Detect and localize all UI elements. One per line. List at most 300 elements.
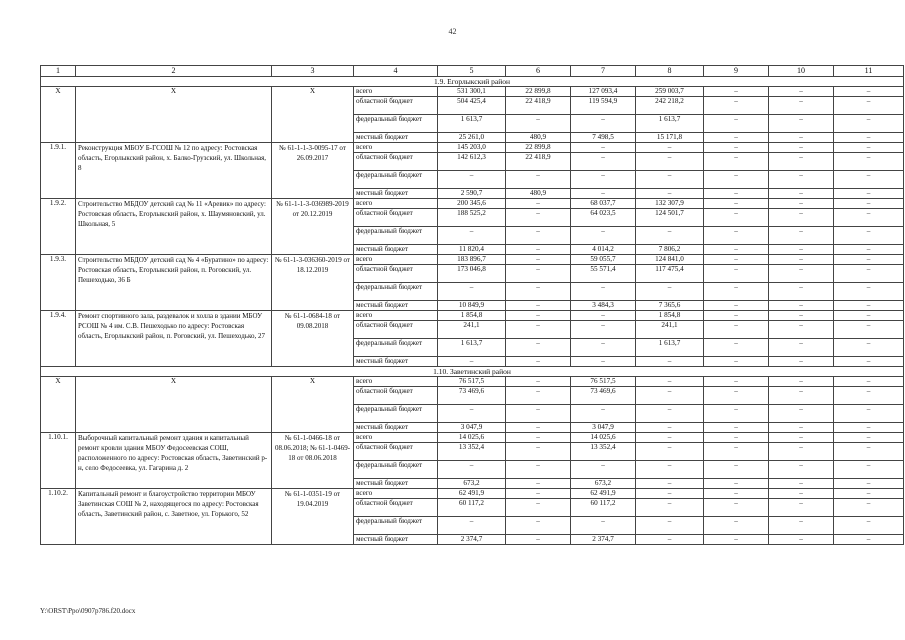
item-number: 1.9.1. — [41, 143, 76, 199]
amount-cell: – — [769, 535, 834, 545]
amount-cell: 64 023,5 — [571, 209, 636, 227]
amount-cell: – — [704, 227, 769, 245]
amount-cell: – — [636, 479, 704, 489]
amount-cell: – — [704, 97, 769, 115]
amount-cell: – — [704, 255, 769, 265]
expertise-document: № 61-1-0466-18 от 08.06.2018; № 61-1-0469-18 от 08.06.2018 — [272, 433, 354, 489]
amount-cell: – — [506, 301, 571, 311]
amount-cell: – — [834, 255, 904, 265]
amount-cell: – — [506, 227, 571, 245]
amount-cell: 10 849,9 — [438, 301, 506, 311]
funding-source: всего — [354, 87, 438, 97]
amount-cell: – — [769, 189, 834, 199]
amount-cell: – — [704, 301, 769, 311]
amount-cell: – — [704, 199, 769, 209]
amount-cell: 200 345,6 — [438, 199, 506, 209]
object-name: Капитальный ремонт и благоустройство территории МБОУ Заветинская СОШ № 2, находящегося по адресу: Ростовская область, Заветинский район, с. Заветное, ул. Горького, 52 — [76, 489, 272, 545]
funding-source: местный бюджет — [354, 479, 438, 489]
column-number: 7 — [571, 66, 636, 77]
region-title: 1.10. Заветинский район — [41, 367, 904, 377]
amount-cell: 59 055,7 — [571, 255, 636, 265]
amount-cell: 241,1 — [438, 321, 506, 339]
amount-cell: – — [506, 461, 571, 479]
amount-cell: – — [769, 461, 834, 479]
amount-cell: – — [571, 405, 636, 423]
amount-cell: – — [704, 479, 769, 489]
amount-cell: – — [834, 517, 904, 535]
amount-cell: 242 218,2 — [636, 97, 704, 115]
table-row — [41, 489, 904, 499]
amount-cell: – — [834, 535, 904, 545]
amount-cell: 1 613,7 — [636, 339, 704, 357]
funding-source: местный бюджет — [354, 245, 438, 255]
object-name: Реконструкция МБОУ Б-ГСОШ № 12 по адресу: Ростовская область, Егорлыкский район, х. Балко-Грузский, ул. Школьная, 8 — [76, 143, 272, 199]
amount-cell: – — [636, 423, 704, 433]
amount-cell: – — [636, 461, 704, 479]
amount-cell: – — [704, 133, 769, 143]
amount-cell: – — [769, 209, 834, 227]
amount-cell: 14 025,6 — [571, 433, 636, 443]
amount-cell: – — [769, 227, 834, 245]
amount-cell: 142 612,3 — [438, 153, 506, 171]
amount-cell: – — [769, 443, 834, 461]
funding-source: областной бюджет — [354, 499, 438, 517]
amount-cell: – — [506, 115, 571, 133]
amount-cell: – — [834, 171, 904, 189]
amount-cell: – — [438, 405, 506, 423]
amount-cell: 15 171,8 — [636, 133, 704, 143]
amount-cell: – — [704, 87, 769, 97]
amount-cell: – — [834, 199, 904, 209]
amount-cell: 188 525,2 — [438, 209, 506, 227]
funding-table — [40, 65, 904, 545]
funding-source: федеральный бюджет — [354, 517, 438, 535]
amount-cell: – — [834, 377, 904, 387]
amount-cell: – — [834, 433, 904, 443]
amount-cell: – — [704, 311, 769, 321]
amount-cell: 13 352,4 — [438, 443, 506, 461]
amount-cell: – — [769, 499, 834, 517]
amount-cell: – — [769, 115, 834, 133]
amount-cell: – — [636, 405, 704, 423]
amount-cell: 68 037,7 — [571, 199, 636, 209]
funding-source: всего — [354, 199, 438, 209]
amount-cell: – — [834, 143, 904, 153]
amount-cell: – — [834, 443, 904, 461]
amount-cell: – — [704, 387, 769, 405]
funding-source: всего — [354, 433, 438, 443]
amount-cell: – — [506, 423, 571, 433]
expertise-document: X — [272, 87, 354, 143]
amount-cell: 55 571,4 — [571, 265, 636, 283]
amount-cell: – — [636, 377, 704, 387]
amount-cell: – — [636, 227, 704, 245]
amount-cell: – — [506, 209, 571, 227]
column-number: 10 — [769, 66, 834, 77]
amount-cell: – — [834, 301, 904, 311]
amount-cell: 76 517,5 — [571, 377, 636, 387]
amount-cell: 117 475,4 — [636, 265, 704, 283]
amount-cell: – — [769, 387, 834, 405]
amount-cell: 3 047,9 — [571, 423, 636, 433]
column-number: 4 — [354, 66, 438, 77]
amount-cell: – — [834, 283, 904, 301]
amount-cell: – — [769, 321, 834, 339]
amount-cell: – — [834, 245, 904, 255]
object-name: X — [76, 87, 272, 143]
amount-cell: – — [636, 153, 704, 171]
amount-cell: 13 352,4 — [571, 443, 636, 461]
funding-source: всего — [354, 143, 438, 153]
amount-cell: – — [506, 489, 571, 499]
funding-source: всего — [354, 377, 438, 387]
amount-cell: 3 047,9 — [438, 423, 506, 433]
funding-source: местный бюджет — [354, 535, 438, 545]
funding-source: областной бюджет — [354, 209, 438, 227]
amount-cell: – — [834, 357, 904, 367]
amount-cell: – — [506, 377, 571, 387]
amount-cell: – — [571, 339, 636, 357]
amount-cell: – — [769, 153, 834, 171]
amount-cell: – — [704, 423, 769, 433]
funding-source: федеральный бюджет — [354, 339, 438, 357]
amount-cell: – — [769, 405, 834, 423]
amount-cell: – — [506, 265, 571, 283]
amount-cell: 1 613,7 — [636, 115, 704, 133]
amount-cell: – — [769, 517, 834, 535]
amount-cell: 241,1 — [636, 321, 704, 339]
amount-cell: – — [769, 171, 834, 189]
amount-cell: – — [636, 535, 704, 545]
funding-source: местный бюджет — [354, 189, 438, 199]
amount-cell: 62 491,9 — [571, 489, 636, 499]
funding-source: всего — [354, 489, 438, 499]
funding-source: областной бюджет — [354, 321, 438, 339]
amount-cell: – — [834, 87, 904, 97]
amount-cell: – — [834, 405, 904, 423]
amount-cell: – — [506, 499, 571, 517]
amount-cell: – — [769, 423, 834, 433]
region-row — [41, 367, 904, 377]
amount-cell: 183 896,7 — [438, 255, 506, 265]
amount-cell: 7 498,5 — [571, 133, 636, 143]
funding-source: федеральный бюджет — [354, 227, 438, 245]
funding-source: областной бюджет — [354, 443, 438, 461]
expertise-document: № 61-1-1-3-036989-2019 от 20.12.2019 — [272, 199, 354, 255]
funding-source: областной бюджет — [354, 97, 438, 115]
amount-cell: 1 613,7 — [438, 339, 506, 357]
amount-cell: – — [636, 517, 704, 535]
footer-file-path: Y:\ORST\Ppo\0907p786.f20.docx — [40, 607, 136, 615]
table-header — [41, 66, 904, 77]
amount-cell: 127 093,4 — [571, 87, 636, 97]
amount-cell: – — [571, 311, 636, 321]
amount-cell: – — [438, 461, 506, 479]
amount-cell: 673,2 — [571, 479, 636, 489]
amount-cell: – — [571, 115, 636, 133]
amount-cell: – — [769, 87, 834, 97]
amount-cell: – — [571, 189, 636, 199]
amount-cell: 73 469,6 — [571, 387, 636, 405]
amount-cell: – — [704, 189, 769, 199]
column-number: 6 — [506, 66, 571, 77]
funding-source: местный бюджет — [354, 357, 438, 367]
amount-cell: – — [506, 283, 571, 301]
amount-cell: – — [506, 535, 571, 545]
amount-cell: – — [769, 265, 834, 283]
amount-cell: – — [834, 499, 904, 517]
amount-cell: – — [506, 255, 571, 265]
table-row — [41, 377, 904, 387]
amount-cell: – — [636, 143, 704, 153]
amount-cell: 7 806,2 — [636, 245, 704, 255]
amount-cell: – — [636, 499, 704, 517]
expertise-document: № 61-1-0684-18 от 09.08.2018 — [272, 311, 354, 367]
amount-cell: – — [834, 311, 904, 321]
funding-source: местный бюджет — [354, 423, 438, 433]
amount-cell: – — [571, 517, 636, 535]
amount-cell: 1 854,8 — [636, 311, 704, 321]
amount-cell: – — [506, 321, 571, 339]
amount-cell: 2 590,7 — [438, 189, 506, 199]
amount-cell: – — [769, 245, 834, 255]
funding-source: областной бюджет — [354, 265, 438, 283]
funding-source: областной бюджет — [354, 153, 438, 171]
object-name: X — [76, 377, 272, 433]
funding-source: федеральный бюджет — [354, 405, 438, 423]
column-number: 5 — [438, 66, 506, 77]
funding-source: федеральный бюджет — [354, 283, 438, 301]
expertise-document: № 61-1-3-036360-2019 от 18.12.2019 — [272, 255, 354, 311]
amount-cell: – — [834, 97, 904, 115]
funding-source: федеральный бюджет — [354, 171, 438, 189]
amount-cell: – — [704, 265, 769, 283]
amount-cell: – — [571, 357, 636, 367]
amount-cell: – — [704, 143, 769, 153]
amount-cell: 124 841,0 — [636, 255, 704, 265]
amount-cell: – — [636, 433, 704, 443]
amount-cell: – — [438, 283, 506, 301]
column-numbers-row — [41, 66, 904, 77]
column-number: 1 — [41, 66, 76, 77]
amount-cell: 76 517,5 — [438, 377, 506, 387]
amount-cell: 7 365,6 — [636, 301, 704, 311]
amount-cell: 14 025,6 — [438, 433, 506, 443]
amount-cell: – — [704, 115, 769, 133]
amount-cell: – — [506, 387, 571, 405]
amount-cell: 132 307,9 — [636, 199, 704, 209]
table-row — [41, 199, 904, 209]
column-number: 3 — [272, 66, 354, 77]
amount-cell: – — [704, 517, 769, 535]
table-row — [41, 255, 904, 265]
amount-cell: – — [769, 433, 834, 443]
amount-cell: – — [834, 423, 904, 433]
amount-cell: – — [834, 133, 904, 143]
amount-cell: – — [636, 189, 704, 199]
funding-source: всего — [354, 311, 438, 321]
table-body — [41, 77, 904, 545]
funding-source: федеральный бюджет — [354, 461, 438, 479]
item-number: 1.9.4. — [41, 311, 76, 367]
expertise-document: № 61-1-0351-19 от 19.04.2019 — [272, 489, 354, 545]
amount-cell: 480,9 — [506, 189, 571, 199]
amount-cell: – — [769, 199, 834, 209]
amount-cell: – — [704, 377, 769, 387]
page-number: 42 — [448, 27, 457, 36]
amount-cell: – — [704, 433, 769, 443]
amount-cell: – — [438, 357, 506, 367]
object-name: Строительство МБДОУ детский сад № 11 «Аревик» по адресу: Ростовская область, Егорлыкский район, х. Шаумяновский, ул. Школьная, 5 — [76, 199, 272, 255]
amount-cell: – — [506, 433, 571, 443]
amount-cell: – — [834, 489, 904, 499]
amount-cell: – — [704, 171, 769, 189]
amount-cell: 1 613,7 — [438, 115, 506, 133]
amount-cell: – — [636, 171, 704, 189]
amount-cell: – — [769, 377, 834, 387]
amount-cell: 22 899,8 — [506, 143, 571, 153]
amount-cell: 124 501,7 — [636, 209, 704, 227]
amount-cell: – — [506, 199, 571, 209]
column-number: 11 — [834, 66, 904, 77]
amount-cell: – — [704, 153, 769, 171]
amount-cell: – — [834, 461, 904, 479]
amount-cell: 73 469,6 — [438, 387, 506, 405]
amount-cell: – — [769, 339, 834, 357]
amount-cell: – — [506, 171, 571, 189]
amount-cell: – — [571, 321, 636, 339]
amount-cell: – — [704, 443, 769, 461]
amount-cell: – — [571, 283, 636, 301]
funding-source: областной бюджет — [354, 387, 438, 405]
amount-cell: 60 117,2 — [571, 499, 636, 517]
object-name: Выборочный капитальный ремонт здания и капитальный ремонт кровли здания МБОУ Федосеевская СОШ, расположенного по адресу: Ростовская область, Заветинский р-н, село Федосеевка, ул. Гагарина д. 2 — [76, 433, 272, 489]
amount-cell: 2 374,7 — [438, 535, 506, 545]
item-number: 1.10.1. — [41, 433, 76, 489]
expertise-document: X — [272, 377, 354, 433]
amount-cell: – — [704, 405, 769, 423]
amount-cell: – — [636, 283, 704, 301]
amount-cell: – — [704, 209, 769, 227]
amount-cell: 62 491,9 — [438, 489, 506, 499]
amount-cell: – — [769, 489, 834, 499]
amount-cell: – — [506, 245, 571, 255]
amount-cell: – — [834, 479, 904, 489]
table-row — [41, 87, 904, 97]
amount-cell: 145 203,0 — [438, 143, 506, 153]
column-number: 9 — [704, 66, 769, 77]
amount-cell: – — [506, 405, 571, 423]
region-row — [41, 77, 904, 87]
amount-cell: – — [704, 461, 769, 479]
item-number: 1.9.3. — [41, 255, 76, 311]
amount-cell: – — [506, 517, 571, 535]
amount-cell: – — [704, 245, 769, 255]
amount-cell: – — [636, 357, 704, 367]
amount-cell: – — [834, 387, 904, 405]
amount-cell: – — [769, 133, 834, 143]
amount-cell: – — [769, 255, 834, 265]
amount-cell: – — [704, 283, 769, 301]
amount-cell: 673,2 — [438, 479, 506, 489]
table-row — [41, 433, 904, 443]
amount-cell: 480,9 — [506, 133, 571, 143]
amount-cell: – — [769, 311, 834, 321]
amount-cell: 531 300,1 — [438, 87, 506, 97]
amount-cell: – — [834, 209, 904, 227]
amount-cell: – — [636, 489, 704, 499]
amount-cell: – — [834, 321, 904, 339]
funding-source: федеральный бюджет — [354, 115, 438, 133]
amount-cell: – — [834, 265, 904, 283]
amount-cell: – — [834, 115, 904, 133]
table-row — [41, 311, 904, 321]
amount-cell: 25 261,0 — [438, 133, 506, 143]
amount-cell: – — [704, 499, 769, 517]
amount-cell: – — [704, 489, 769, 499]
amount-cell: – — [438, 171, 506, 189]
amount-cell: 22 418,9 — [506, 97, 571, 115]
amount-cell: – — [506, 339, 571, 357]
amount-cell: – — [704, 357, 769, 367]
amount-cell: – — [571, 461, 636, 479]
item-number: 1.9.2. — [41, 199, 76, 255]
object-name: Строительство МБДОУ детский сад № 4 «Буратино» по адресу: Ростовская область, Егорлыкский район, п. Роговский, ул. Пешеходько, 36 Б — [76, 255, 272, 311]
amount-cell: 259 003,7 — [636, 87, 704, 97]
amount-cell: – — [769, 97, 834, 115]
column-number: 2 — [76, 66, 272, 77]
amount-cell: – — [834, 189, 904, 199]
amount-cell: – — [571, 171, 636, 189]
amount-cell: – — [506, 479, 571, 489]
amount-cell: 11 820,4 — [438, 245, 506, 255]
amount-cell: – — [571, 153, 636, 171]
amount-cell: 504 425,4 — [438, 97, 506, 115]
amount-cell: – — [438, 227, 506, 245]
amount-cell: 4 014,2 — [571, 245, 636, 255]
amount-cell: – — [834, 227, 904, 245]
table-row — [41, 143, 904, 153]
amount-cell: – — [834, 339, 904, 357]
item-number: X — [41, 377, 76, 433]
amount-cell: – — [438, 517, 506, 535]
funding-source: местный бюджет — [354, 301, 438, 311]
amount-cell: – — [704, 535, 769, 545]
amount-cell: 119 594,9 — [571, 97, 636, 115]
amount-cell: – — [769, 479, 834, 489]
item-number: X — [41, 87, 76, 143]
amount-cell: – — [636, 443, 704, 461]
amount-cell: 1 854,8 — [438, 311, 506, 321]
amount-cell: – — [769, 301, 834, 311]
amount-cell: 3 484,3 — [571, 301, 636, 311]
object-name: Ремонт спортивного зала, раздевалок и холла в здании МБОУ РСОШ № 4 им. С.В. Пешеходько по адресу: Ростовская область, Егорлыкский район, п. Роговский, ул. Пешеходько, 27 — [76, 311, 272, 367]
expertise-document: № 61-1-1-3-0095-17 от 26.09.2017 — [272, 143, 354, 199]
amount-cell: – — [506, 357, 571, 367]
amount-cell: – — [571, 143, 636, 153]
amount-cell: – — [506, 311, 571, 321]
amount-cell: – — [769, 143, 834, 153]
amount-cell: 60 117,2 — [438, 499, 506, 517]
amount-cell: – — [506, 443, 571, 461]
region-title: 1.9. Егорлыкский район — [41, 77, 904, 87]
amount-cell: 22 899,8 — [506, 87, 571, 97]
column-number: 8 — [636, 66, 704, 77]
amount-cell: – — [769, 357, 834, 367]
amount-cell: 173 046,8 — [438, 265, 506, 283]
amount-cell: 2 374,7 — [571, 535, 636, 545]
amount-cell: – — [704, 339, 769, 357]
